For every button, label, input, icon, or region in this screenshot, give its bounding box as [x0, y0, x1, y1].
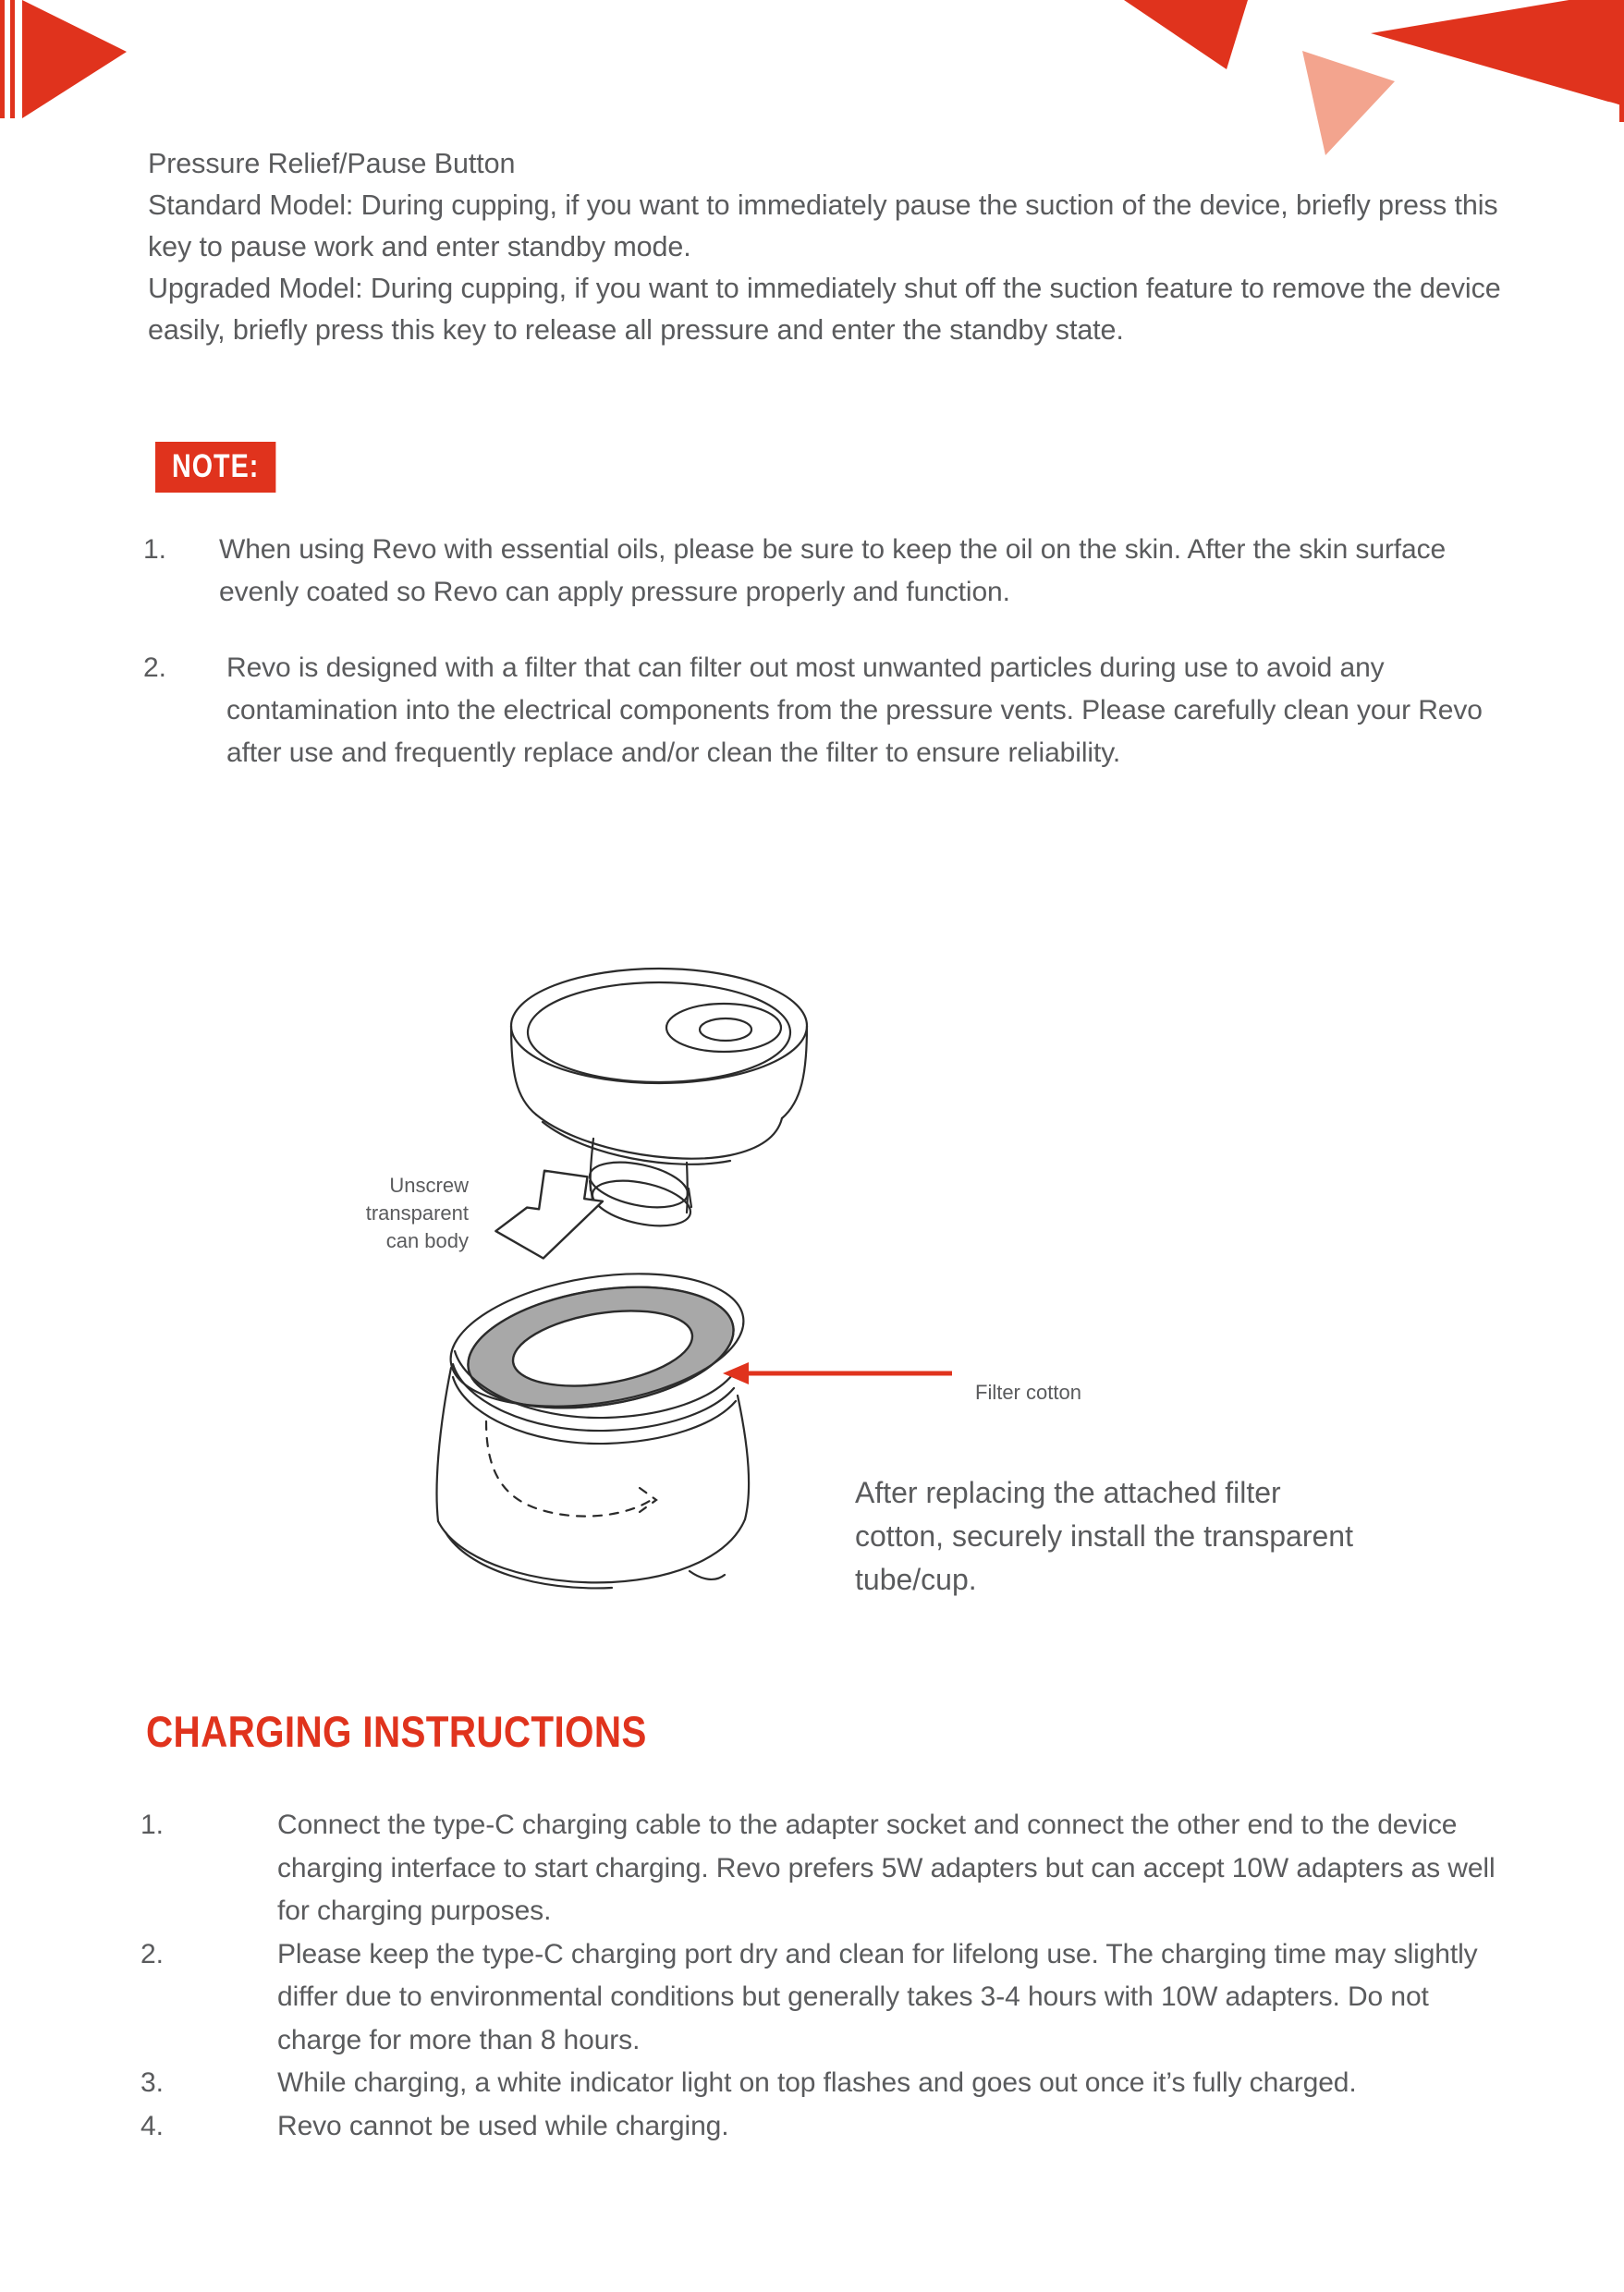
- charging-item-number: 4.: [140, 2110, 165, 2141]
- device-button-ring-outer: [666, 1004, 781, 1052]
- cup-wall-right: [738, 1396, 749, 1519]
- charging-item-text: Connect the type-C charging cable to the adapter socket and connect the other end to the device charging interface to start charging. Revo prefers 5W adapters but can accept 10W adapters as well for charging purposes.: [277, 1810, 1496, 1926]
- cup-foot-notch: [690, 1571, 725, 1579]
- charging-item-number: 3.: [140, 2067, 165, 2098]
- device-head-top: [511, 969, 807, 1083]
- device-neck-collar-wall-right: [689, 1189, 691, 1207]
- device-button-ring-inner: [700, 1018, 751, 1041]
- charging-list-item: [140, 2105, 1545, 2149]
- note-item-number: 1.: [143, 534, 167, 565]
- cup-bottom: [438, 1519, 745, 1582]
- charging-item-text: While charging, a white indicator light on top flashes and goes out once it’s fully charged.: [277, 2067, 1357, 2098]
- charging-list-item: [140, 2062, 1545, 2105]
- filter-cotton-texture: [459, 1270, 742, 1425]
- charging-item-text: Please keep the type-C charging port dry and clean for lifelong use. The charging time may slightly differ due to environmental conditions but generally takes 3-4 hours with 10W adapters. Do not charge for more than 8 hours.: [277, 1938, 1478, 2055]
- intro-paragraph-upgraded: Upgraded Model: During cupping, if you want to immediately shut off the suction feature to remove the device easily, briefly press this key to release all pressure and enter the standby state.: [148, 273, 1501, 346]
- intro-heading: Pressure Relief/Pause Button: [148, 148, 516, 179]
- charging-item-text: Revo cannot be used while charging.: [277, 2110, 729, 2141]
- note-item-number: 2.: [143, 652, 167, 683]
- callout-unscrew: [335, 1172, 469, 1255]
- filter-cotton-leader-arrow: [723, 1362, 952, 1384]
- cup-wall-left: [437, 1368, 451, 1521]
- diagram-instruction-text: After replacing the attached filter cotton, securely install the transparent tube/cup.: [855, 1476, 1353, 1596]
- callout-unscrew-line-1: Unscrew: [389, 1174, 469, 1197]
- callout-unscrew-line-2: transparent: [365, 1201, 469, 1225]
- callout-unscrew-line-3: can body: [385, 1229, 469, 1252]
- cup-interior-dashed-arrow: [486, 1421, 656, 1517]
- charging-list-item: [140, 1933, 1545, 2063]
- device-head-bottom: [536, 1115, 782, 1159]
- note-badge: NOTE:: [155, 442, 275, 493]
- charging-item-number: 1.: [140, 1810, 165, 1840]
- charging-list-item: [140, 1804, 1545, 1933]
- note-item-text: Revo is designed with a filter that can filter out most unwanted particles during use to avoid any contamination into the electrical components from the pressure vents. Please carefully clean your Revo after use and frequently replace and/or clean the filter to ensure reliability.: [226, 652, 1483, 768]
- callout-filter-cotton: Filter cotton: [975, 1381, 1081, 1404]
- charging-instructions-heading: CHARGING INSTRUCTIONS: [146, 1707, 647, 1756]
- note-list: [143, 529, 1520, 808]
- charging-item-number: 2.: [140, 1938, 165, 1969]
- unscrew-arrow-icon: [493, 1165, 605, 1265]
- note-list-item: [143, 529, 1520, 614]
- intro-section: [148, 143, 1516, 351]
- note-item-text: When using Revo with essential oils, please be sure to keep the oil on the skin. After the skin surface evenly coated so Revo can apply pressure properly and function.: [219, 534, 1447, 607]
- note-list-item: [143, 647, 1520, 774]
- intro-paragraph-standard: Standard Model: During cupping, if you want to immediately pause the suction of the device, briefly press this key to pause work and enter standby mode.: [148, 189, 1498, 262]
- charging-instructions-list: [140, 1804, 1545, 2148]
- cup-bottom-edge: [446, 1532, 612, 1588]
